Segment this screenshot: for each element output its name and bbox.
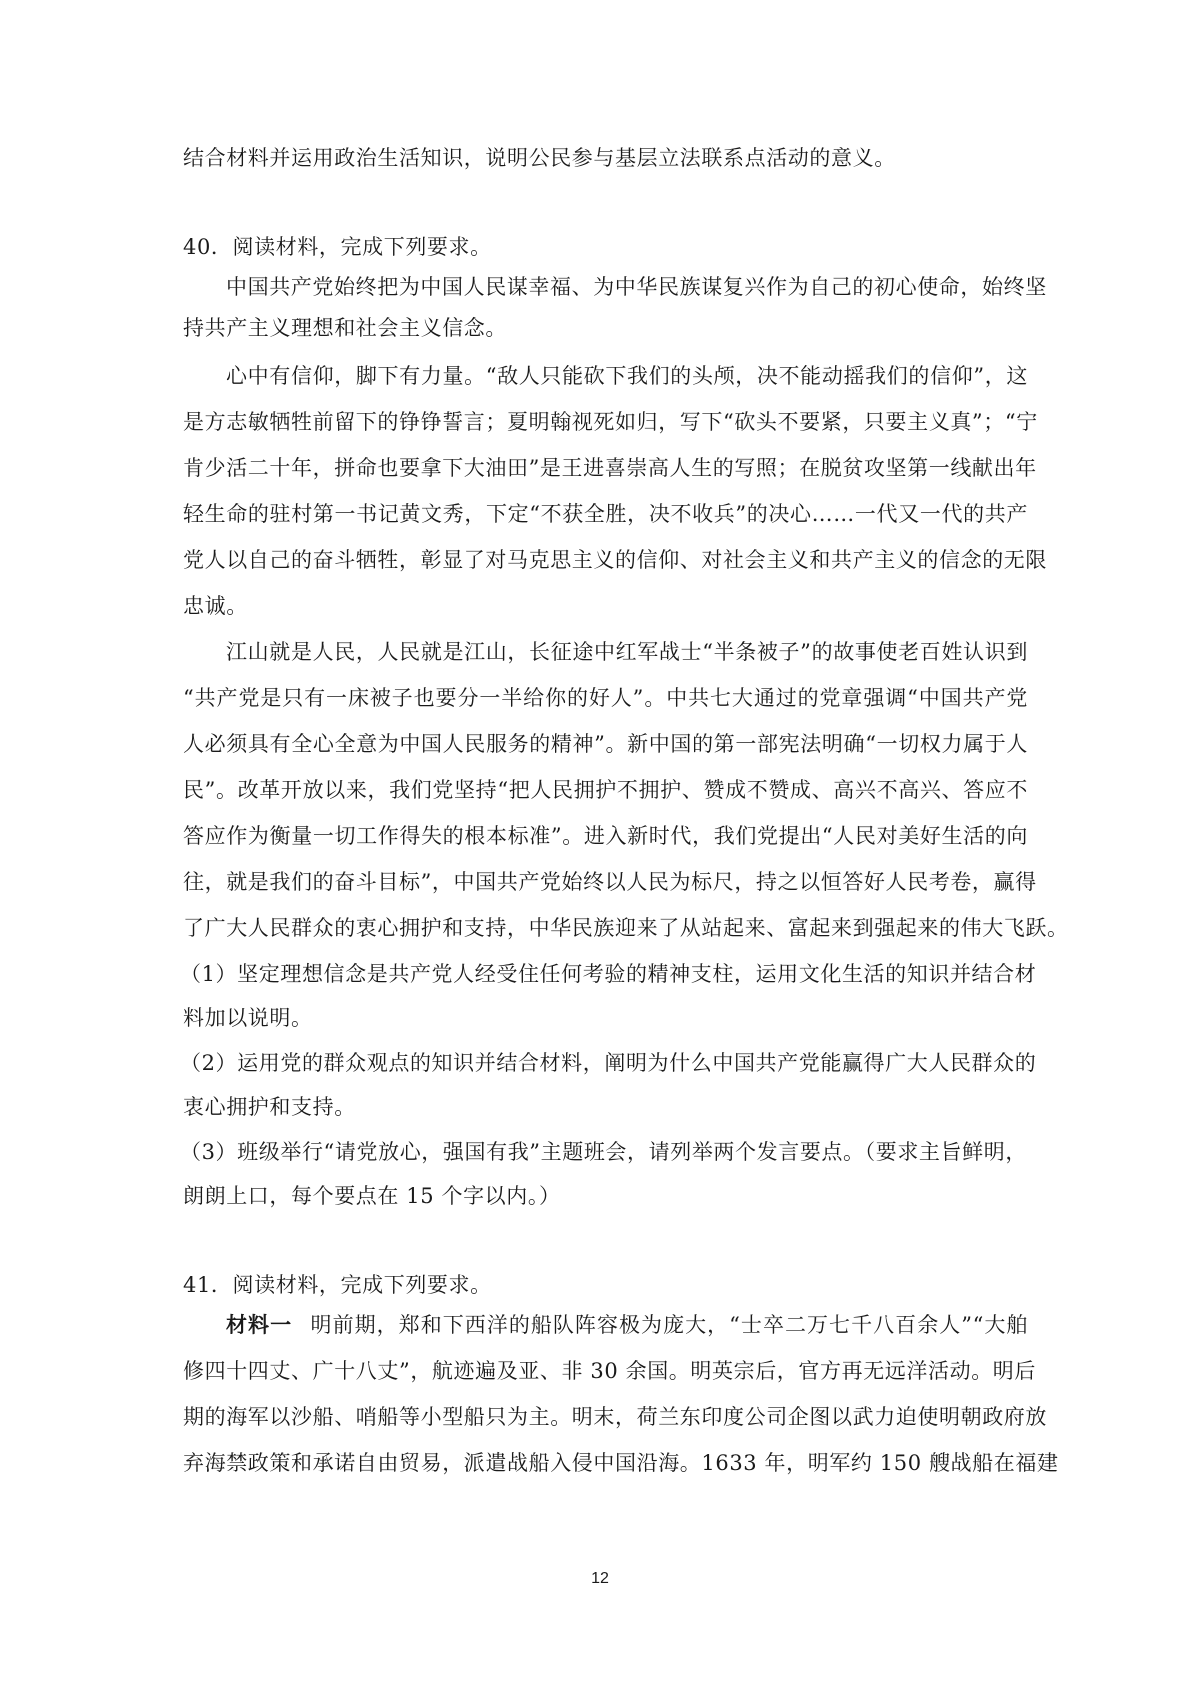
q40-para1-line: 持共产主义理想和社会主义信念。 [183, 316, 507, 340]
q40-para2-line: 党人以自己的奋斗牺牲，彰显了对马克思主义的信仰、对社会主义和共产主义的信念的无限 [183, 548, 1047, 572]
q40-sub3-line: 朗朗上口，每个要点在 15 个字以内。） [183, 1184, 561, 1208]
q40-para3-line: 了广大人民群众的衷心拥护和支持，中华民族迎来了从站起来、富起来到强起来的伟大飞跃。 [183, 916, 1069, 940]
q40-para1-line: 中国共产党始终把为中国人民谋幸福、为中华民族谋复兴作为自己的初心使命，始终坚 [226, 275, 1047, 299]
q41-para1-line: 弃海禁政策和承诺自由贸易，派遣战船入侵中国沿海。1633 年，明军约 150 艘战船在福建 [183, 1451, 1059, 1475]
q41-para1-text: 明前期，郑和下西洋的船队阵容极为庞大，“士卒二万七千八百余人”“大舶 [310, 1313, 1028, 1337]
q39-prompt: 结合材料并运用政治生活知识，说明公民参与基层立法联系点活动的意义。 [183, 146, 896, 170]
q40-para3-line: 往，就是我们的奋斗目标”，中国共产党始终以人民为标尺，持之以恒答好人民考卷，赢得 [183, 870, 1037, 894]
q40-sub1-line: 料加以说明。 [183, 1006, 313, 1030]
q40-heading: 40．阅读材料，完成下列要求。 [183, 235, 492, 259]
q40-para2-line: 忠诚。 [183, 594, 248, 618]
q40-sub3-line: （3）班级举行“请党放心，强国有我”主题班会，请列举两个发言要点。（要求主旨鲜明， [180, 1140, 1027, 1164]
q40-sub1-line: （1）坚定理想信念是共产党人经受住任何考验的精神支柱，运用文化生活的知识并结合材 [180, 962, 1037, 986]
q40-para3-line: 答应作为衡量一切工作得失的根本标准”。进入新时代，我们党提出“人民对美好生活的向 [183, 824, 1028, 848]
q40-sub2-line: 衷心拥护和支持。 [183, 1095, 356, 1119]
q40-para3-line: 民”。改革开放以来，我们党坚持“把人民拥护不拥护、赞成不赞成、高兴不高兴、答应不 [183, 778, 1028, 802]
q41-para1-line [226, 1310, 1028, 1340]
q40-sub2-line: （2）运用党的群众观点的知识并结合材料，阐明为什么中国共产党能赢得广大人民群众的 [180, 1051, 1037, 1075]
q40-para2-line: 心中有信仰，脚下有力量。“敌人只能砍下我们的头颅，决不能动摇我们的信仰”，这 [226, 364, 1028, 388]
q40-para2-line: 是方志敏牺牲前留下的铮铮誓言；夏明翰视死如归，写下“砍头不要紧，只要主义真”；“宁 [183, 410, 1038, 434]
q41-para1-line: 修四十四丈、广十八丈”，航迹遍及亚、非 30 余国。明英宗后，官方再无远洋活动。明后 [183, 1359, 1037, 1383]
q41-heading: 41．阅读材料，完成下列要求。 [183, 1273, 492, 1297]
q40-para3-line: 人必须具有全心全意为中国人民服务的精神”。新中国的第一部宪法明确“一切权力属于人 [183, 732, 1028, 756]
material-label: 材料一 [226, 1312, 293, 1337]
q40-para2-line: 肯少活二十年，拼命也要拿下大油田”是王进喜崇高人生的写照；在脱贫攻坚第一线献出年 [183, 456, 1037, 480]
q40-para3-line: 江山就是人民，人民就是江山，长征途中红军战士“半条被子”的故事使老百姓认识到 [226, 640, 1028, 664]
page-number: 12 [591, 1570, 609, 1587]
q41-para1-line: 期的海军以沙船、哨船等小型船只为主。明末，荷兰东印度公司企图以武力迫使明朝政府放 [183, 1405, 1047, 1429]
q40-para3-line: “共产党是只有一床被子也要分一半给你的好人”。中共七大通过的党章强调“中国共产党 [183, 686, 1028, 710]
q40-para2-line: 轻生命的驻村第一书记黄文秀，下定“不获全胜，决不收兵”的决心……一代又一代的共产 [183, 502, 1028, 526]
